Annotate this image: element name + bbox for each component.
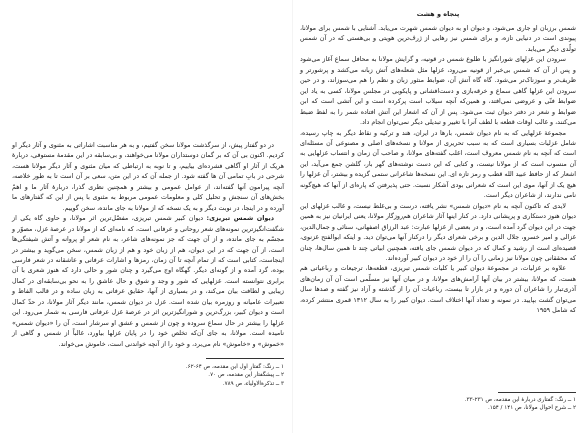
right-footnote-2: ۲ ــ شرح احوال مولانا، ص ۱۴۱ / ۱۵۴. xyxy=(487,405,576,412)
right-paragraph-5: علاوه بر غزلیات، در مجموعهٔ دیوان کبیر یا کلیات شمس تبریزی، قطعه‌ها، ترجیعات و رباعیاتی هم هست، که مولانا، بیشتر در بیان آنها آرامش‌های مولانا، و در میان آنها نیز مسلّمی است آن آن زمان‌های آذری‌تبار را شاعران آن دوره و در بازار تا بیست، رباعیات آن را از گذشته و آزاد نیز گفته و صدها سال می‌توان گشت بپایید. در نمونه و تعداد آنها اختلاف است. دیوان کبیر را به سال ۱۳۱۲ قمری منتشر کرده، که شامل ۱۹۵۹ xyxy=(300,265,576,315)
left-paragraph-1: در دو گفتار پیش، از سرگذشت مولانا سخن گفتیم، و به هر مناسبت اشاراتی به مثنوی و آثار دیگر او کردیم. اکنون بی آن که بر گمان دوستداران مولانا می‌خواهند، و بی‌سابقه در این مقدمهٔ مستوفی، دربارهٔ هریک از آثار او آگاهی فشرده‌ای بیاییم، و تا نوبه به ارتباطی که میان مثنوی و آثار دیگر مولانا هست، شرحی در بابِ تمامی آن ها گفته شود. از جمله آن که در این متن، سعی بر آن است تا به طور خلاصه، آنچه پیرامون آنها گفته‌اند، از عوامل عمومی و بیشتر و همچنین نظری گذرا، دربارهٔ آثار ما و اهمّ بخش‌های آن سنجش و تحلیل کلی و معلومات عمومی مربوط به مثنوی با پس از این که گفتارهای ما آورده و در اینجا، در نوبت دیگر و به یک نسخه که از مولانا به جای مانده، سخن گوییم. xyxy=(12,142,284,212)
left-footnote-2: ۲ ــ پیشگفتار این مقدمه، ص ۷۰. xyxy=(208,372,284,379)
running-head: پنجاه و هشت xyxy=(416,10,460,18)
right-paragraph-2: سرودن این غزلهای شورانگیز با طلوع شمس در قونیه، و گرایش مولانا به محافل سماع آغاز می‌شود و پس از آن که شمس بی‌خبر از قونیه می‌رود، غزلها مثل شعله‌های آتش زبانه می‌کشد و پرشورتر و ظریف‌تر و سوزناک‌تر می‌شود. گاه گاه آتش آن، ضوابط منثور زبان و نظم را هم می‌سوزاند، و در حین سرودن این غزلها گاهی سماع و خرقه‌بازی و دست‌افشانی و پایکوبی در مجلس مولانا، کسی به یاد این ضوابط فنّی و عروضی نمی‌افتد، و همین‌که آنچه سیلاب است پرکرده است و این آتشی است که ابن ضوابط و شعر در دفتر دیوان ثبت می‌شود. پس از آن که اشعار این آتش افتاده شمر را به لفظ ضبط می‌کنند، و غالب اوقات قطعه با لطف آنرا با تغییر و تبدیلی دیگر نمی‌توان انجام داد. xyxy=(300,56,576,127)
left-page xyxy=(12,0,284,433)
left-footnote-3: ۳ ــ تذکرةالاولیاء، ص ۷۸۹. xyxy=(222,380,284,387)
section-paragraph xyxy=(12,214,284,350)
right-paragraph-1: شمس برزبان او جاری می‌شود، و دیوان او به دیوان شمس شهرت می‌یابد. آشنایی با شمس برای مولانا، پیوندی است در دنیایی تازه، و برای شمس نیز رهایی از ژرف‌ترین هویتی و بی‌هستی که در آن شمس تولّدی دیگر می‌یابد. xyxy=(300,25,576,53)
right-page-body xyxy=(300,24,576,317)
left-page-body xyxy=(12,141,284,350)
right-paragraph-3: مجموعهٔ غزلهایی که به نام دیوان شمس، بارها در ایران، هند و ترکیه و نقاط دیگر به چاپ رسیده، شامل غزلیات بسیاری است که به سبب تحریری از مولانا و نسخه‌های اصلی و مصنوعی آن مسئله‌ای است که آنچه به نام شمس معروف است، اغلب گفته‌های مولانا، و صاحب آن زمان و انتساب غزلهایی به آن منسوب است که از مولانا نیست، و کتابی که این دست نوشته‌های گهر بار، گلشن جمع می‌آید، این اشعار که از حافظ عبید الله قطب و رمز تازه ای. این نسخه‌ها شاعرانی ستمی گزیده و بیشتر، آن غزلها را هیچ یک از آنها، موی این است که شعرانی بودی آشکار نسبت. حتی پذیرفتن که پاره‌ای از آنها که هیچ‌گونه نامی ندارند، از شاعران دیگر است. xyxy=(300,129,576,200)
left-footnote-1: ۱ ــ رنگ: گفتارِ اول این مقدمه، ص ۶۴-۶۲. xyxy=(185,364,284,370)
left-footnotes xyxy=(12,363,284,388)
page-gutter xyxy=(292,0,293,433)
right-paragraph-4: لایدی که تاکنون آنچه به نام «دیوان شمس» نشر یافته، درست و بی‌غلط نیست، و غالب غزلهای این دیوان هنوز دستکاری و پریشانی دارد. در کنار اینها آثار شاعران هم‌روزگار مولانا، یعنی ایرانیان نیز به همین جهت در این دیوان گرد آمده است، و در بعضی از غزلها عبارت: عبد الرزاق اصفهانی، سنائی و جمال‌الدین، غزالی و امیر خسرو، جلال الدین و برخی شعرای دیگر را درکنار آنها می‌توان دید. و اینکه ابوالفتح غزنوی، قصیده‌ای است از رشید و کمال که در دیوان شمس جای یافته، همچنین ابیاتی چند تا همین سال‌ها، چنان که محققانی چون مولانا نیز زمانی را آن را از خود در دیوان کبیر آورده‌اند. xyxy=(300,202,576,262)
section-body: دیوان کبیر شمس تبریزی، مفصّل‌ترین اثر مولانا، و حاوی گاه یکی از شگفت‌انگیزترین نمونه‌های شعر روحانی و عرفانی است، که نامه‌ای که از مولانا در عرصهٔ غزل، مصوّر و مجسّم به جای مانده، و از آن جهت که جز نمونه‌های شاعر، به نام شعر او پروانه و آتش شیفتگی‌ها است، از آن جهت که در این دیوان، هم از زبان خود و هم از زبان شمس، سخن می‌گوید و بیشتر در اینجاست، کتابی است که از تمام آنچه تا آن زمان، رمزها و اشارات عرفانی و عاشقانه در شعر فارسی بوده، گرد آمده و از گونه‌ای دیگر. گهگاه اوج می‌گیرد و چنان شور و حالی دارد که هنوز شعری با آن برابری نتوانسته است. غزلهایی که شور و وجد و شوق و حال عاشق را به نحو بی‌سابقه‌ای در کمال زیبایی و لطافت بیان می‌کند، و در بسیاری از آنها، حقایق عرفانی به زبان ساده و در قالب الفاظ و تعبیرات عامیانه و روزمره بیان شده است. غزل در دیوان شمس، مانند دیگر آثار مولانا، در حدّ کمال است و دیوان کبیر، بزرگ‌ترین و شورانگیزترین اثر در عرصهٔ غزل عرفانی فارسی به شمار می‌رود. این غزلها را بیشتر در حال سماع سروده و چون از شمس و عشق او سرشار است، آن را «دیوان شمس» نامیده است. مولانا، به جای آن‌که تخلص خود را در پایان غزلها بیاورد، غالباً از شمس و گاهی از «خموش» و «خاموش» نام می‌برد، و خود را از آنچه خواندنی است، خاموش می‌خواند. xyxy=(12,215,284,348)
left-footnote-rule xyxy=(206,358,284,359)
right-footnote-rule xyxy=(498,392,576,393)
right-page xyxy=(300,0,576,433)
right-footnotes xyxy=(300,396,576,413)
right-footnote-1: ۱ ــ رنگ: گفتاری دربارهٔ این مقدمه، ص ۲۳۱-۳۳. xyxy=(464,397,576,403)
section-title: دیوان شمس تبریزی: xyxy=(206,215,274,223)
